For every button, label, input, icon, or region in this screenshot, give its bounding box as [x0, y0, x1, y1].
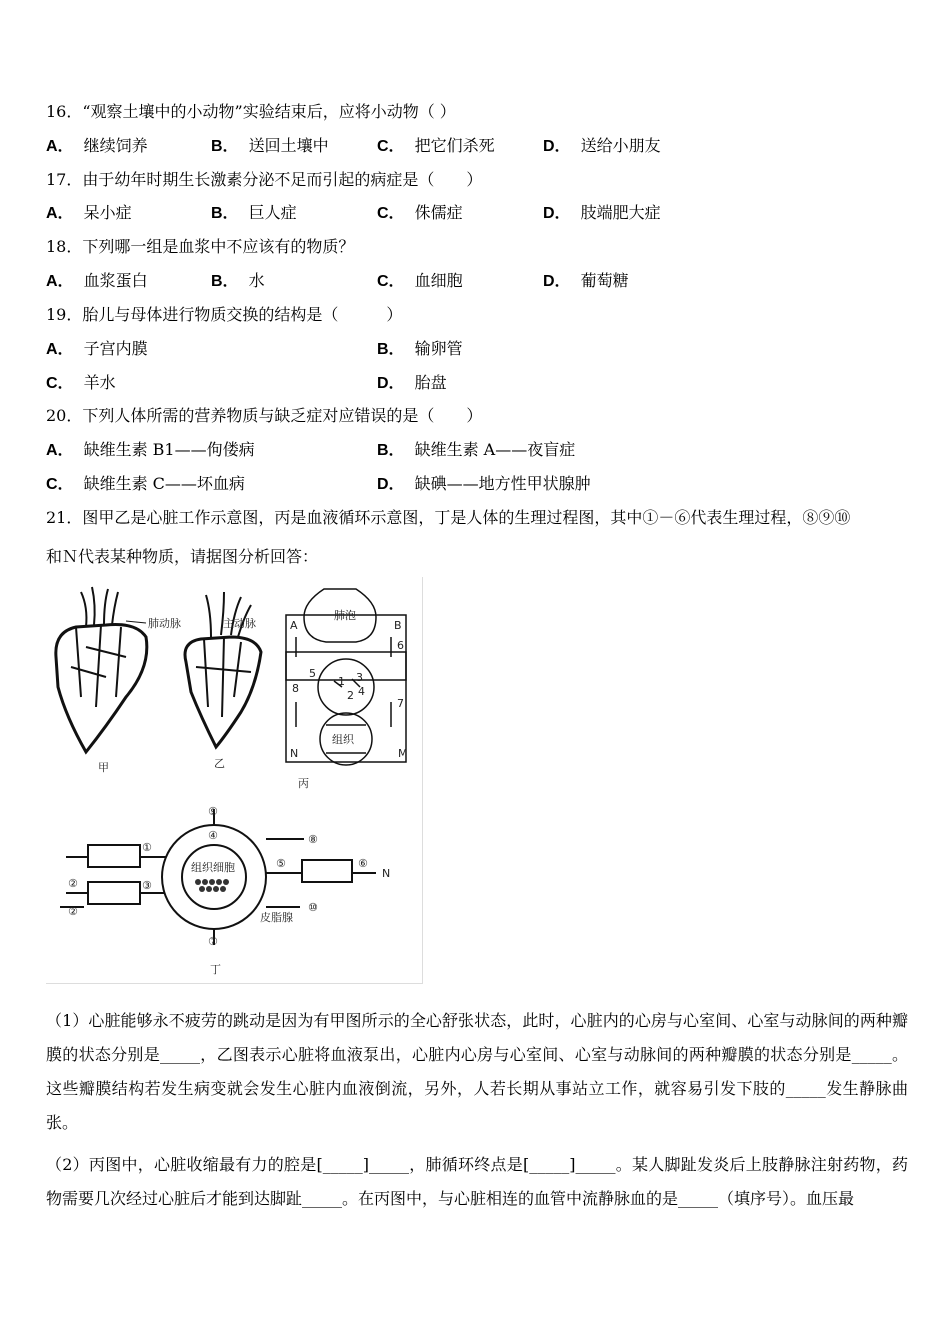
label-num-7: 7 — [397, 697, 404, 710]
label-circ-4: ④ — [208, 829, 218, 842]
heart-circulation-figure — [46, 577, 423, 984]
q20-option-b: B． 缺维生素 A——夜盲症 — [377, 440, 576, 459]
label-aorta: 主动脉 — [223, 617, 256, 630]
q20-option-c: C． 缺维生素 C——坏血病 — [46, 474, 245, 493]
label-circ-2a: ② — [68, 877, 78, 890]
heart-yi-diagram — [185, 592, 261, 747]
q17-option-a: A． 呆小症 — [46, 203, 132, 222]
question-21-stem-line1: 21．图甲乙是心脏工作示意图，丙是血液循环示意图，丁是人体的生理过程图，其中①－⑥代表生理过程，⑧⑨⑩ — [46, 508, 851, 527]
question-21-part-1: （1）心脏能够永不疲劳的跳动是因为有甲图所示的全心舒张状态，此时，心脏内的心房与心室间、心室与动脉间的两种瓣膜的状态分别是_____，乙图表示心脏将血液泵出，心脏内心房与心室间、心室与动脉间的两种瓣膜的状态分别是_____。这些瓣膜结构若发生病变就会发生心脏内血液倒流，另外，人若长期从事站立工作，就容易引发下肢的_____发生静脉曲张。 — [46, 1011, 908, 1132]
question-16-stem: 16．“观察土壤中的小动物”实验结束后，应将小动物（ ） — [46, 102, 456, 121]
label-circ-6: ⑥ — [358, 857, 368, 870]
question-17-stem: 17．由于幼年时期生长激素分泌不足而引起的病症是（ ） — [46, 170, 483, 189]
label-circ-10: ⑩ — [308, 901, 318, 914]
question-19-stem: 19．胎儿与母体进行物质交换的结构是（ ） — [46, 305, 403, 324]
label-num-4: 4 — [358, 685, 365, 698]
label-num-2: 2 — [347, 689, 354, 702]
label-jia: 甲 — [98, 761, 109, 774]
q19-option-b: B． 输卵管 — [377, 339, 463, 358]
q16-option-c: C． 把它们杀死 — [377, 136, 495, 155]
label-yi: 乙 — [214, 757, 225, 770]
label-num-3: 3 — [356, 671, 363, 684]
label-circ-1: ① — [142, 841, 152, 854]
q20-option-a: A． 缺维生素 B1——佝偻病 — [46, 440, 255, 459]
label-lung: 肺泡 — [334, 609, 356, 622]
q17-option-c: C． 侏儒症 — [377, 203, 463, 222]
q16-option-b: B． 送回土壤中 — [211, 136, 329, 155]
q19-option-d: D． 胎盘 — [377, 373, 447, 392]
q19-option-a: A． 子宫内膜 — [46, 339, 148, 358]
label-num-6: 6 — [397, 639, 404, 652]
q18-option-c: C． 血细胞 — [377, 271, 463, 290]
tissue-cell-dots — [195, 879, 229, 892]
label-tissue-cell: 组织细胞 — [191, 861, 235, 874]
label-num-8: 8 — [292, 682, 299, 695]
label-circ-8: ⑧ — [308, 833, 318, 846]
label-ding: 丁 — [210, 963, 221, 976]
label-a: A — [290, 619, 298, 632]
question-18-stem: 18．下列哪一组是血浆中不应该有的物质？ — [46, 237, 355, 256]
label-circ-9: ⑨ — [208, 805, 218, 818]
q18-option-b: B． 水 — [211, 271, 265, 290]
figure-svg — [46, 577, 422, 983]
label-n: N — [290, 747, 299, 760]
label-sweat-gland: 皮脂腺 — [260, 911, 293, 924]
label-num-1: 1 — [338, 675, 345, 688]
question-20-stem: 20．下列人体所需的营养物质与缺乏症对应错误的是（ ） — [46, 406, 483, 425]
label-tissue: 组织 — [332, 733, 354, 746]
heart-jia-diagram — [56, 587, 147, 752]
question-21-stem-line2: 和Ｎ代表某种物质，请据图分析回答： — [46, 547, 319, 566]
q16-option-a: A． 继续饲养 — [46, 136, 148, 155]
label-circ-3: ③ — [142, 879, 152, 892]
label-pulmonary-artery: 肺动脉 — [148, 617, 181, 630]
q17-option-b: B． 巨人症 — [211, 203, 297, 222]
label-b: B — [394, 619, 402, 632]
q20-option-d: D． 缺碘——地方性甲状腺肿 — [377, 474, 591, 493]
q19-option-c: C． 羊水 — [46, 373, 116, 392]
label-bing: 丙 — [298, 777, 309, 790]
q17-option-d: D． 肢端肥大症 — [543, 203, 661, 222]
q18-option-a: A． 血浆蛋白 — [46, 271, 148, 290]
label-circ-7: ⑦ — [208, 935, 218, 948]
q16-option-d: D． 送给小朋友 — [543, 136, 661, 155]
question-21-part-2: （2）丙图中，心脏收缩最有力的腔是[_____]_____，肺循环终点是[_____]_____。某人脚趾发炎后上肢静脉注射药物，药物需要几次经过心脏后才能到达脚趾_____。在丙图中，与心脏相连的血管中流静脉血的是_____（填序号）。血压最 — [46, 1155, 908, 1208]
process-ding-diagram — [60, 809, 376, 945]
leader-line — [126, 621, 146, 623]
label-m: M — [398, 747, 408, 760]
label-num-5: 5 — [309, 667, 316, 680]
label-circ-5: ⑤ — [276, 857, 286, 870]
q18-option-d: D． 葡萄糖 — [543, 271, 629, 290]
label-n-ding: N — [382, 867, 391, 880]
label-circ-2b: ② — [68, 905, 78, 918]
